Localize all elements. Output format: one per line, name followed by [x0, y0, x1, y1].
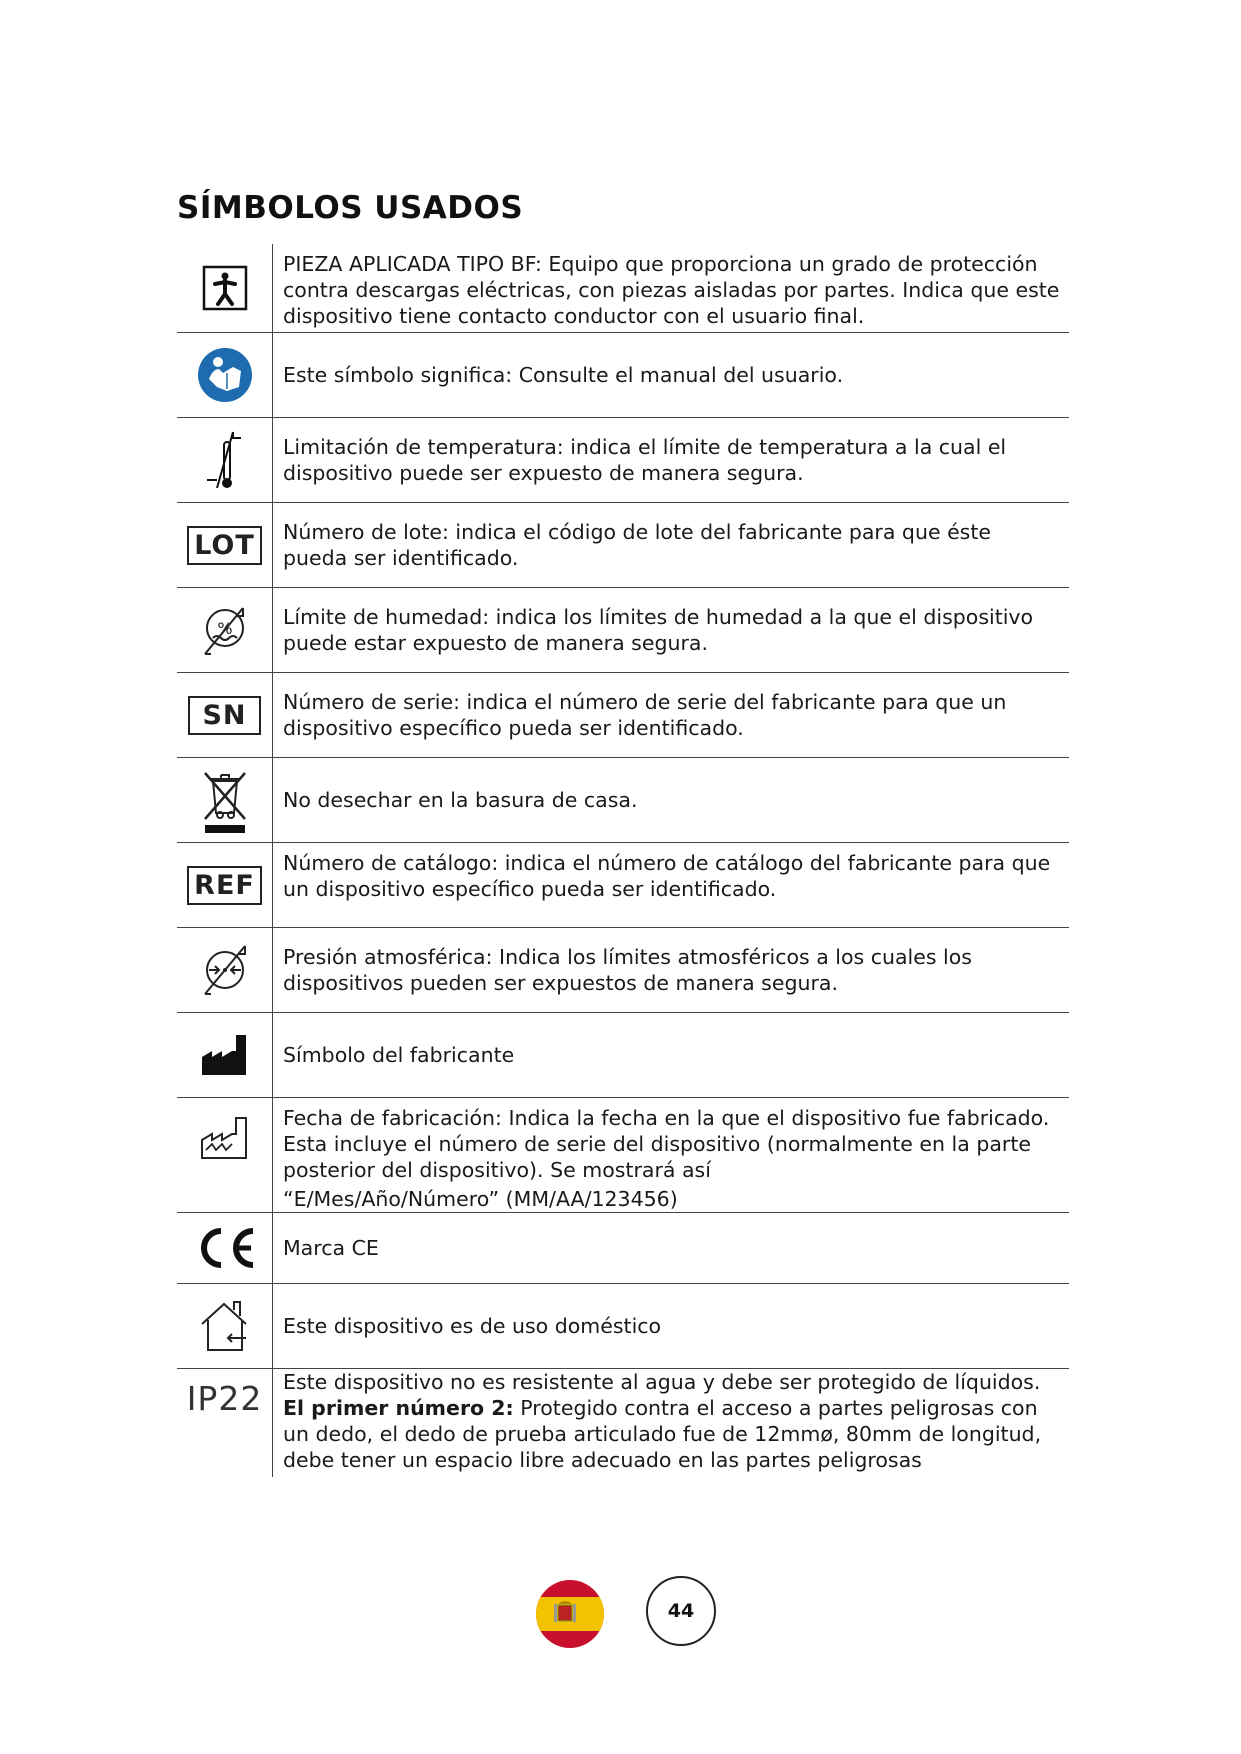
table-row [177, 503, 1069, 588]
table-row [177, 244, 1069, 333]
row-description-format: “E/Mes/Año/Número” (MM/AA/123456) [283, 1187, 678, 1211]
row-description: Fecha de fabricación: Indica la fecha en la que el dispositivo fue fabricado. Esta incluye el número de serie del dispositivo (normalmente en la parte posterior del dispositivo). Se mostrará así [283, 1106, 1050, 1182]
row-description-bold: El primer número 2: [283, 1396, 514, 1420]
manufacture-date-icon [200, 1116, 250, 1160]
page-title: SÍMBOLOS USADOS [177, 190, 524, 226]
row-description: Limitación de temperatura: indica el límite de temperatura a la cual el dispositivo puede ser expuesto de manera segura. [283, 435, 1007, 485]
table-row [177, 588, 1069, 673]
row-description-rest: Protegido contra el acceso a partes peligrosas con un dedo, el dedo de prueba articulado fue de 12mmø, 80mm de longitud, debe tener un espacio libre adecuado en las partes peligrosas [283, 1396, 1042, 1472]
manufacturer-icon [200, 1033, 250, 1077]
row-description: No desechar en la basura de casa. [283, 788, 638, 812]
row-description: Símbolo del fabricante [283, 1043, 515, 1067]
ce-mark-icon [191, 1225, 259, 1271]
table-row [177, 928, 1069, 1013]
row-description: Número de lote: indica el código de lote del fabricante para que éste pueda ser identificado. [283, 520, 992, 570]
row-description: Este dispositivo no es resistente al agua y debe ser protegido de líquidos. [283, 1370, 1041, 1394]
lot-icon: LOT [187, 526, 262, 565]
table-row [177, 1369, 1069, 1477]
spain-flag-icon [536, 1580, 604, 1648]
row-description: Presión atmosférica: Indica los límites atmosféricos a los cuales los dispositivos pueden ser expuestos de manera segura. [283, 945, 972, 995]
table-row [177, 843, 1069, 928]
temperature-limit-icon [203, 428, 247, 492]
ip22-icon: IP22 [186, 1379, 263, 1418]
ref-icon: REF [187, 866, 262, 905]
row-description: Este símbolo significa: Consulte el manual del usuario. [283, 363, 844, 387]
row-description: Marca CE [283, 1236, 379, 1260]
table-row [177, 1098, 1069, 1213]
table-row [177, 418, 1069, 503]
svg-text:%: % [216, 619, 233, 638]
table-row [177, 1284, 1069, 1369]
consult-manual-icon [197, 347, 253, 403]
table-row [177, 1213, 1069, 1284]
row-description: Límite de humedad: indica los límites de humedad a la que el dispositivo puede estar expuesto de manera segura. [283, 605, 1034, 655]
row-description: PIEZA APLICADA TIPO BF: Equipo que proporciona un grado de protección contra descargas eléctricas, con piezas aisladas por partes. Indica que este dispositivo tiene contacto conductor con el usuario final. [283, 252, 1060, 328]
row-description: Número de serie: indica el número de serie del fabricante para que un dispositivo específico pueda ser identificado. [283, 690, 1007, 740]
weee-bin-icon [199, 765, 251, 835]
atmospheric-pressure-icon [195, 940, 255, 1000]
table-row [177, 333, 1069, 418]
serial-number-icon: SN [188, 696, 260, 735]
page-number: 44 [646, 1576, 716, 1646]
symbols-table [177, 244, 1069, 1477]
applied-part-bf-icon [201, 264, 249, 312]
row-description: Número de catálogo: indica el número de catálogo del fabricante para que un dispositivo específico pueda ser identificado. [283, 851, 1051, 901]
humidity-limit-icon [197, 602, 253, 658]
table-row [177, 1013, 1069, 1098]
table-row [177, 758, 1069, 843]
row-description: Este dispositivo es de uso doméstico [283, 1314, 662, 1338]
table-row [177, 673, 1069, 758]
domestic-use-icon [196, 1298, 254, 1354]
